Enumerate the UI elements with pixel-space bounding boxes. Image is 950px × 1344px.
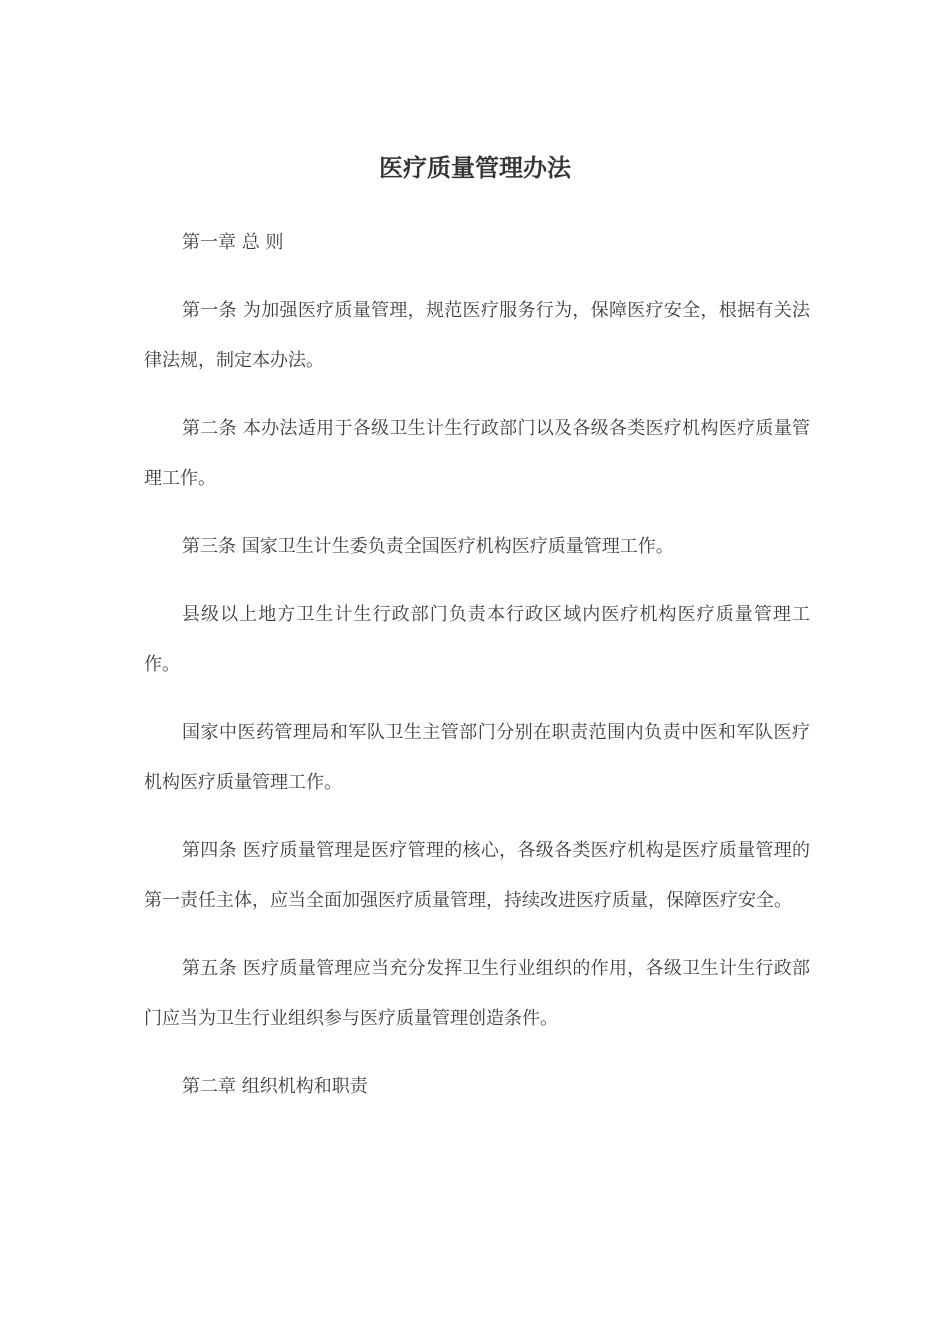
article-paragraph: 第三条 国家卫生计生委负责全国医疗机构医疗质量管理工作。 (182, 536, 674, 557)
document-title: 医疗质量管理办法 (379, 154, 571, 182)
article-paragraph: 第四条 医疗质量管理是医疗管理的核心，各级各类医疗机构是医疗质量管理的第一责任主体，应当全面加强医疗质量管理，持续改进医疗质量，保障医疗安全。 (144, 840, 810, 911)
article-paragraph: 第一条 为加强医疗质量管理，规范医疗服务行为，保障医疗安全，根据有关法律法规，制定本办法。 (144, 300, 810, 371)
chapter-heading: 第一章 总 则 (182, 232, 284, 253)
article-paragraph: 县级以上地方卫生计生行政部门负责本行政区域内医疗机构医疗质量管理工作。 (144, 604, 810, 675)
article-paragraph: 国家中医药管理局和军队卫生主管部门分别在职责范围内负责中医和军队医疗机构医疗质量管理工作。 (144, 722, 810, 793)
article-paragraph: 第二条 本办法适用于各级卫生计生行政部门以及各级各类医疗机构医疗质量管理工作。 (144, 418, 810, 489)
article-paragraph: 第五条 医疗质量管理应当充分发挥卫生行业组织的作用，各级卫生计生行政部门应当为卫生行业组织参与医疗质量管理创造条件。 (144, 958, 810, 1029)
chapter-heading: 第二章 组织机构和职责 (182, 1076, 368, 1097)
document-body (144, 218, 810, 1130)
